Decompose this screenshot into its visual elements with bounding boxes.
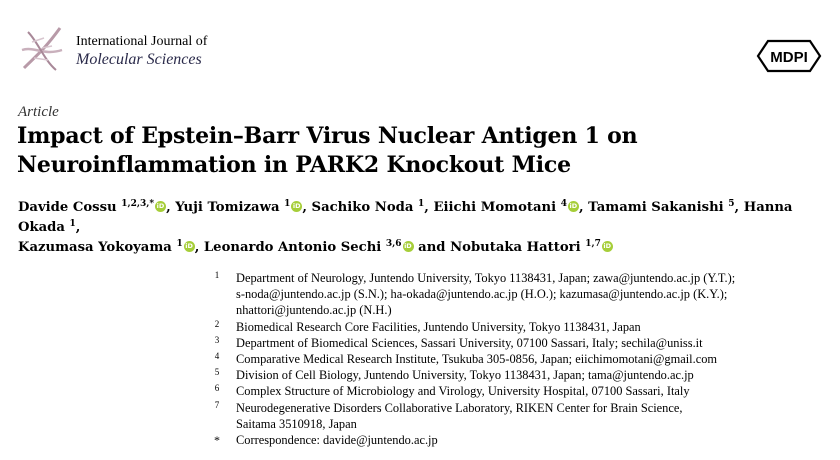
author[interactable] xyxy=(433,200,579,215)
affiliation-text: Department of Biomedical Sciences, Sassari University, 07100 Sassari, Italy; sechila@uniss.it xyxy=(236,335,703,350)
author[interactable] xyxy=(588,200,734,215)
publisher-name: MDPI xyxy=(770,49,808,66)
author-separator: , xyxy=(302,200,312,215)
author-separator: , xyxy=(734,200,744,215)
author-separator: , xyxy=(194,240,204,255)
author-name[interactable]: Leonardo Antonio Sechi xyxy=(203,240,382,255)
affiliation-list xyxy=(212,270,812,448)
author-separator: , xyxy=(75,220,81,235)
dna-helix-icon xyxy=(14,20,70,76)
affiliation-number: 3 xyxy=(214,334,220,345)
journal-header xyxy=(14,14,826,76)
affiliation-text: Biomedical Research Core Facilities, Juntendo University, Tokyo 1138431, Japan xyxy=(236,319,641,334)
affiliation-text: Division of Cell Biology, Juntendo University, Tokyo 1138431, Japan; tama@juntendo.ac.jp xyxy=(236,368,694,383)
author-affiliation-marker: 1 xyxy=(176,239,183,249)
author-name[interactable]: Yuji Tomizawa xyxy=(175,200,280,215)
author-separator: , xyxy=(166,200,176,215)
author-name[interactable]: Davide Cossu xyxy=(18,200,117,215)
author-affiliation-marker: 1 xyxy=(69,219,76,229)
affiliation-number: * xyxy=(214,433,220,448)
orcid-icon[interactable] xyxy=(568,201,579,212)
affiliation-item xyxy=(212,319,812,335)
affiliation-number: 5 xyxy=(214,367,220,378)
affiliation-item xyxy=(212,400,812,432)
orcid-icon[interactable] xyxy=(602,241,613,252)
journal-name-line2: Molecular Sciences xyxy=(76,51,202,68)
author-name[interactable]: Hanna Okada xyxy=(18,200,793,235)
affiliation-item xyxy=(212,367,812,383)
author-name[interactable]: Sachiko Noda xyxy=(311,200,414,215)
article-type: Article xyxy=(18,104,59,120)
author-affiliation-marker: 3,6 xyxy=(385,239,402,249)
journal-name-line1: International Journal of xyxy=(76,34,208,49)
orcid-icon[interactable] xyxy=(155,201,166,212)
author[interactable] xyxy=(175,200,302,215)
author-affiliation-marker: 1,7 xyxy=(585,239,601,249)
mdpi-logo xyxy=(752,38,826,74)
author-affiliation-marker: 1 xyxy=(417,199,425,209)
orcid-icon[interactable] xyxy=(291,201,302,212)
affiliation-text: Saitama 3510918, Japan xyxy=(236,416,357,431)
orcid-icon[interactable] xyxy=(403,241,414,252)
affiliation-item xyxy=(212,351,812,367)
author[interactable] xyxy=(204,240,414,255)
author[interactable] xyxy=(312,200,425,215)
author-name[interactable]: Nobutaka Hattori xyxy=(450,240,581,255)
affiliation-item xyxy=(212,432,812,448)
affiliation-number: 7 xyxy=(214,399,220,410)
affiliation-item xyxy=(212,270,812,319)
affiliation-text: Comparative Medical Research Institute, Tsukuba 305-0856, Japan; eiichimomotani@gmail.com xyxy=(236,352,718,367)
orcid-icon[interactable] xyxy=(184,241,195,252)
affiliation-text: Department of Neurology, Juntendo University, Tokyo 1138431, Japan; zawa@juntendo.ac.jp (Y.T.); xyxy=(236,271,736,285)
author[interactable] xyxy=(450,240,613,255)
author-affiliation-marker: 1 xyxy=(284,199,291,209)
affiliation-number: 1 xyxy=(214,270,220,280)
author[interactable] xyxy=(18,240,195,255)
affiliation-text: Neurodegenerative Disorders Collaborative Laboratory, RIKEN Center for Brain Science, xyxy=(236,400,683,415)
author-name[interactable]: Eiichi Momotani xyxy=(433,200,557,215)
affiliation-item xyxy=(212,335,812,351)
author-separator: and xyxy=(413,240,451,255)
affiliation-number: 2 xyxy=(214,318,220,329)
affiliation-text: Complex Structure of Microbiology and Virology, University Hospital, 07100 Sassari, Italy xyxy=(236,384,690,399)
author-separator: , xyxy=(424,200,434,215)
author-list xyxy=(18,198,826,258)
author-name[interactable]: Tamami Sakanishi xyxy=(588,200,724,215)
author-name[interactable]: Kazumasa Yokoyama xyxy=(18,240,172,255)
article-title: Impact of Epstein–Barr Virus Nuclear Antigen 1 on Neuroinflammation in PARK2 Knockout Mice xyxy=(17,123,638,178)
author-affiliation-marker: 5 xyxy=(728,199,735,209)
affiliation-text: nhattori@juntendo.ac.jp (N.H.) xyxy=(236,303,392,318)
author-affiliation-marker: 1,2,3,* xyxy=(121,199,155,209)
author-affiliation-marker: 4 xyxy=(560,199,567,209)
author-separator: , xyxy=(578,200,589,215)
affiliation-number: 6 xyxy=(214,383,220,394)
affiliation-item xyxy=(212,383,812,399)
affiliation-text: Correspondence: davide@juntendo.ac.jp xyxy=(236,433,438,448)
author[interactable] xyxy=(18,200,166,215)
affiliation-number: 4 xyxy=(214,351,220,362)
journal-name xyxy=(76,33,207,69)
affiliation-text: s-noda@juntendo.ac.jp (S.N.); ha-okada@juntendo.ac.jp (H.O.); kazumasa@juntendo.ac.jp (K.Y.); xyxy=(236,287,728,302)
